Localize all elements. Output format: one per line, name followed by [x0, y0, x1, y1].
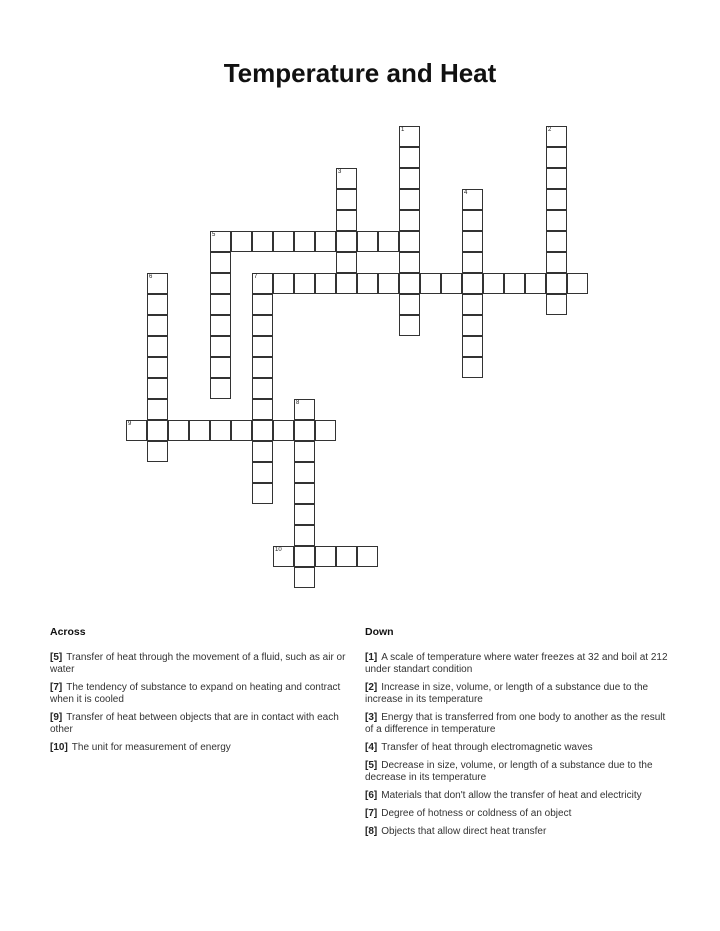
- crossword-cell[interactable]: [462, 210, 483, 231]
- down-clue: [365, 808, 675, 820]
- crossword-cell[interactable]: [210, 252, 231, 273]
- crossword-cell[interactable]: [147, 273, 168, 294]
- clue-number: 10: [275, 547, 282, 553]
- down-clues: [365, 626, 675, 844]
- crossword-cell[interactable]: [357, 231, 378, 252]
- down-clue: [365, 682, 675, 706]
- crossword-cell[interactable]: [252, 231, 273, 252]
- crossword-cell[interactable]: [273, 273, 294, 294]
- crossword-cell[interactable]: [210, 315, 231, 336]
- crossword-cell[interactable]: [546, 126, 567, 147]
- crossword-cell[interactable]: [462, 294, 483, 315]
- crossword-cell[interactable]: [357, 546, 378, 567]
- crossword-cell[interactable]: [210, 273, 231, 294]
- crossword-cell[interactable]: [273, 420, 294, 441]
- across-clue: [50, 712, 350, 736]
- down-clue-text: Materials that don't allow the transfer of heat and electricity: [381, 790, 642, 801]
- crossword-cell[interactable]: [441, 273, 462, 294]
- crossword-cell[interactable]: [483, 273, 504, 294]
- crossword-cell[interactable]: [399, 168, 420, 189]
- down-clue: [365, 652, 675, 676]
- crossword-cell[interactable]: [462, 189, 483, 210]
- down-clue-number: [6]: [365, 790, 378, 801]
- down-clue-text: A scale of temperature where water freezes at 32 and boil at 212 under standart condition: [365, 652, 668, 675]
- down-clue-text: Decrease in size, volume, or length of a substance due to the decrease in its temperature: [365, 760, 653, 783]
- down-heading: Down: [365, 626, 394, 638]
- crossword-cell[interactable]: [147, 357, 168, 378]
- crossword-cell[interactable]: [399, 147, 420, 168]
- down-clue-number: [4]: [365, 742, 378, 753]
- down-clue-number: [1]: [365, 652, 378, 663]
- crossword-cell[interactable]: [147, 441, 168, 462]
- clue-number: 7: [254, 274, 258, 280]
- across-clues: [50, 626, 350, 760]
- across-clue-list: [50, 652, 350, 754]
- crossword-cell[interactable]: [294, 525, 315, 546]
- crossword-cell[interactable]: [378, 231, 399, 252]
- crossword-cell[interactable]: [252, 483, 273, 504]
- down-clue-text: Increase in size, volume, or length of a substance due to the increase in its temperature: [365, 682, 649, 705]
- crossword-cell[interactable]: [336, 210, 357, 231]
- crossword-cell[interactable]: [252, 462, 273, 483]
- across-clue: [50, 682, 350, 706]
- crossword-cell[interactable]: [399, 294, 420, 315]
- crossword-cell[interactable]: [252, 336, 273, 357]
- clue-number: 3: [338, 169, 342, 175]
- page-title: Temperature and Heat: [223, 58, 497, 88]
- crossword-cell[interactable]: [147, 399, 168, 420]
- crossword-cell[interactable]: [147, 336, 168, 357]
- crossword-cell[interactable]: [294, 462, 315, 483]
- crossword-cell[interactable]: [462, 231, 483, 252]
- crossword-cell[interactable]: [294, 567, 315, 588]
- crossword-cell[interactable]: [294, 441, 315, 462]
- crossword-cell[interactable]: [252, 273, 273, 294]
- crossword-cell[interactable]: [231, 231, 252, 252]
- crossword-cell[interactable]: [168, 420, 189, 441]
- crossword-cell[interactable]: [252, 399, 273, 420]
- crossword-cell[interactable]: [294, 483, 315, 504]
- crossword-cell[interactable]: [357, 273, 378, 294]
- down-clue-list: [365, 652, 675, 838]
- crossword-cell[interactable]: [462, 273, 483, 294]
- crossword-cell[interactable]: [462, 336, 483, 357]
- crossword-cell[interactable]: [546, 273, 567, 294]
- across-clue-number: [9]: [50, 712, 63, 723]
- across-clue-text: Transfer of heat between objects that are in contact with each other: [50, 712, 339, 735]
- crossword-cell[interactable]: [294, 420, 315, 441]
- crossword-cell[interactable]: [546, 210, 567, 231]
- crossword-cell[interactable]: [546, 189, 567, 210]
- crossword-cell[interactable]: [294, 273, 315, 294]
- crossword-cell[interactable]: [315, 273, 336, 294]
- crossword-cell[interactable]: [273, 231, 294, 252]
- down-clue: [365, 712, 675, 736]
- crossword-cell[interactable]: [210, 357, 231, 378]
- crossword-cell[interactable]: [210, 294, 231, 315]
- down-clue: [365, 826, 675, 838]
- crossword-cell[interactable]: [525, 273, 546, 294]
- crossword-cell[interactable]: [252, 420, 273, 441]
- across-clue-text: Transfer of heat through the movement of a fluid, such as air or water: [50, 652, 346, 675]
- down-clue-text: Transfer of heat through electromagnetic waves: [381, 742, 593, 753]
- crossword-cell[interactable]: [399, 315, 420, 336]
- crossword-cell[interactable]: [252, 441, 273, 462]
- crossword-cell[interactable]: [378, 273, 399, 294]
- crossword-cell[interactable]: [294, 231, 315, 252]
- down-clue-number: [8]: [365, 826, 378, 837]
- crossword-cell[interactable]: [294, 546, 315, 567]
- crossword-cell[interactable]: [399, 252, 420, 273]
- crossword-cell[interactable]: [210, 336, 231, 357]
- clue-number: 4: [464, 190, 468, 196]
- crossword-cell[interactable]: [231, 420, 252, 441]
- crossword-cell[interactable]: [420, 273, 441, 294]
- crossword-cell[interactable]: [336, 273, 357, 294]
- crossword-cell[interactable]: [462, 252, 483, 273]
- down-clue-text: Degree of hotness or coldness of an object: [381, 808, 572, 819]
- crossword-cell[interactable]: [399, 189, 420, 210]
- crossword-cell[interactable]: [336, 168, 357, 189]
- down-clue-text: Objects that allow direct heat transfer: [381, 826, 547, 837]
- crossword-cell[interactable]: [294, 504, 315, 525]
- crossword-cell[interactable]: [546, 168, 567, 189]
- crossword-cell[interactable]: [315, 420, 336, 441]
- across-clue-number: [5]: [50, 652, 63, 663]
- across-clue-number: [10]: [50, 742, 68, 753]
- across-clue-number: [7]: [50, 682, 63, 693]
- down-clue: [365, 742, 675, 754]
- crossword-cell[interactable]: [462, 315, 483, 336]
- clue-number: 9: [128, 421, 132, 427]
- clue-number: 5: [212, 232, 216, 238]
- crossword-cell[interactable]: [252, 357, 273, 378]
- crossword-cell[interactable]: [315, 231, 336, 252]
- crossword-cell[interactable]: [336, 546, 357, 567]
- crossword-cell[interactable]: [546, 294, 567, 315]
- across-clue-text: The tendency of substance to expand on heating and contract when it is cooled: [50, 682, 341, 705]
- crossword-cell[interactable]: [336, 252, 357, 273]
- crossword-cell[interactable]: [546, 252, 567, 273]
- crossword-cell[interactable]: [336, 231, 357, 252]
- crossword-cell[interactable]: [147, 378, 168, 399]
- crossword-cell[interactable]: [294, 399, 315, 420]
- clue-number: 1: [401, 127, 405, 133]
- clue-number: 8: [296, 400, 300, 406]
- crossword-cell[interactable]: [399, 231, 420, 252]
- crossword-cell[interactable]: [147, 420, 168, 441]
- down-clue-text: Energy that is transferred from one body to another as the result of a difference in temperature: [365, 712, 666, 735]
- crossword-cell[interactable]: [462, 357, 483, 378]
- down-clue-number: [5]: [365, 760, 378, 771]
- crossword-cell[interactable]: [315, 546, 336, 567]
- down-clue: [365, 760, 675, 784]
- crossword-cell[interactable]: [399, 126, 420, 147]
- crossword-cell[interactable]: [504, 273, 525, 294]
- across-heading: Across: [50, 626, 86, 638]
- crossword-cell[interactable]: [147, 315, 168, 336]
- crossword-cell[interactable]: [210, 231, 231, 252]
- crossword-cell[interactable]: [147, 294, 168, 315]
- crossword-cell[interactable]: [336, 189, 357, 210]
- down-clue-number: [7]: [365, 808, 378, 819]
- down-clue-number: [3]: [365, 712, 378, 723]
- down-clue-number: [2]: [365, 682, 378, 693]
- crossword-cell[interactable]: [252, 294, 273, 315]
- crossword-cell[interactable]: [210, 420, 231, 441]
- crossword-cell[interactable]: [567, 273, 588, 294]
- crossword-cell[interactable]: [126, 420, 147, 441]
- crossword-cell[interactable]: [189, 420, 210, 441]
- clue-number: 2: [548, 127, 552, 133]
- across-clue: [50, 742, 350, 754]
- across-clue-text: The unit for measurement of energy: [71, 742, 231, 753]
- crossword-cell[interactable]: [210, 378, 231, 399]
- crossword-cell[interactable]: [273, 546, 294, 567]
- down-clue: [365, 790, 675, 802]
- crossword-cell[interactable]: [252, 315, 273, 336]
- crossword-cell[interactable]: [546, 231, 567, 252]
- crossword-cell[interactable]: [546, 147, 567, 168]
- clue-number: 6: [149, 274, 153, 280]
- crossword-cell[interactable]: [399, 273, 420, 294]
- crossword-cell[interactable]: [399, 210, 420, 231]
- crossword-cell[interactable]: [252, 378, 273, 399]
- across-clue: [50, 652, 350, 676]
